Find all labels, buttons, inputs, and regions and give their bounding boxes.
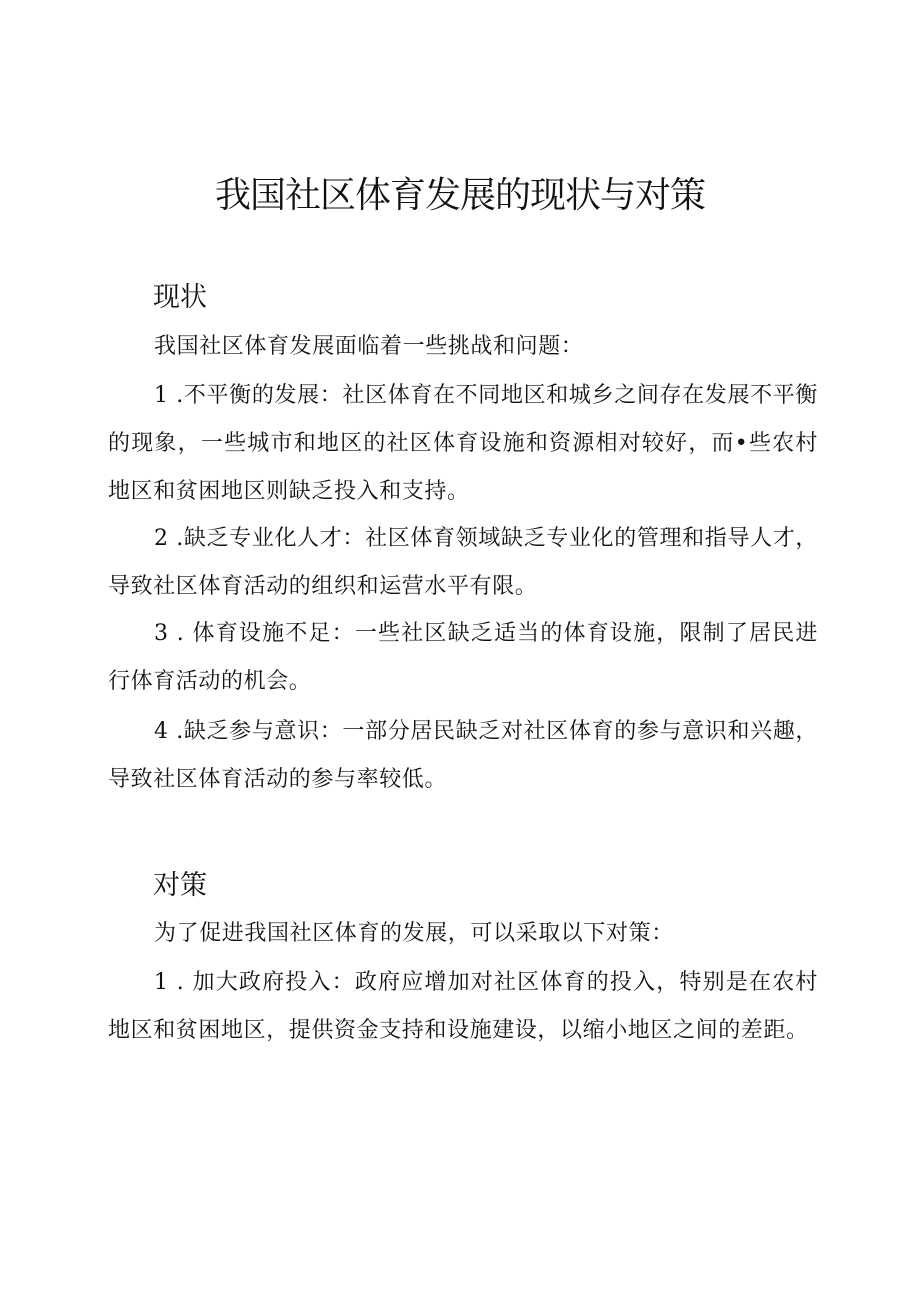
countermeasure-item-1: 1 . 加大政府投入：政府应增加对社区体育的投入，特别是在农村地区和贫困地区，提供资金支持和设施建设，以缩小地区之间的差距。 xyxy=(108,970,818,1043)
section-heading-status: 现状 xyxy=(153,282,207,313)
status-item-1: 1 .不平衡的发展：社区体育在不同地区和城乡之间存在发展不平衡的现象，一些城市和地区的社区体育设施和资源相对较好，而•些农村地区和贫困地区则缺乏投入和支持。 xyxy=(108,383,818,504)
status-item-2: 2 .缺乏专业化人才：社区体育领域缺乏专业化的管理和指导人才，导致社区体育活动的组织和运营水平有限。 xyxy=(108,526,818,599)
status-item-3: 3 . 体育设施不足：一些社区缺乏适当的体育设施，限制了居民进行体育活动的机会。 xyxy=(108,621,818,694)
section-intro-status: 我国社区体育发展面临着一些挑战和问题： xyxy=(154,334,584,359)
section-heading-countermeasures: 对策 xyxy=(153,870,207,901)
status-item-4: 4 .缺乏参与意识：一部分居民缺乏对社区体育的参与意识和兴趣，导致社区体育活动的参与率较低。 xyxy=(108,719,818,792)
document-title: 我国社区体育发展的现状与对策 xyxy=(214,175,705,216)
section-intro-countermeasures: 为了促进我国社区体育的发展，可以采取以下对策： xyxy=(154,921,674,946)
